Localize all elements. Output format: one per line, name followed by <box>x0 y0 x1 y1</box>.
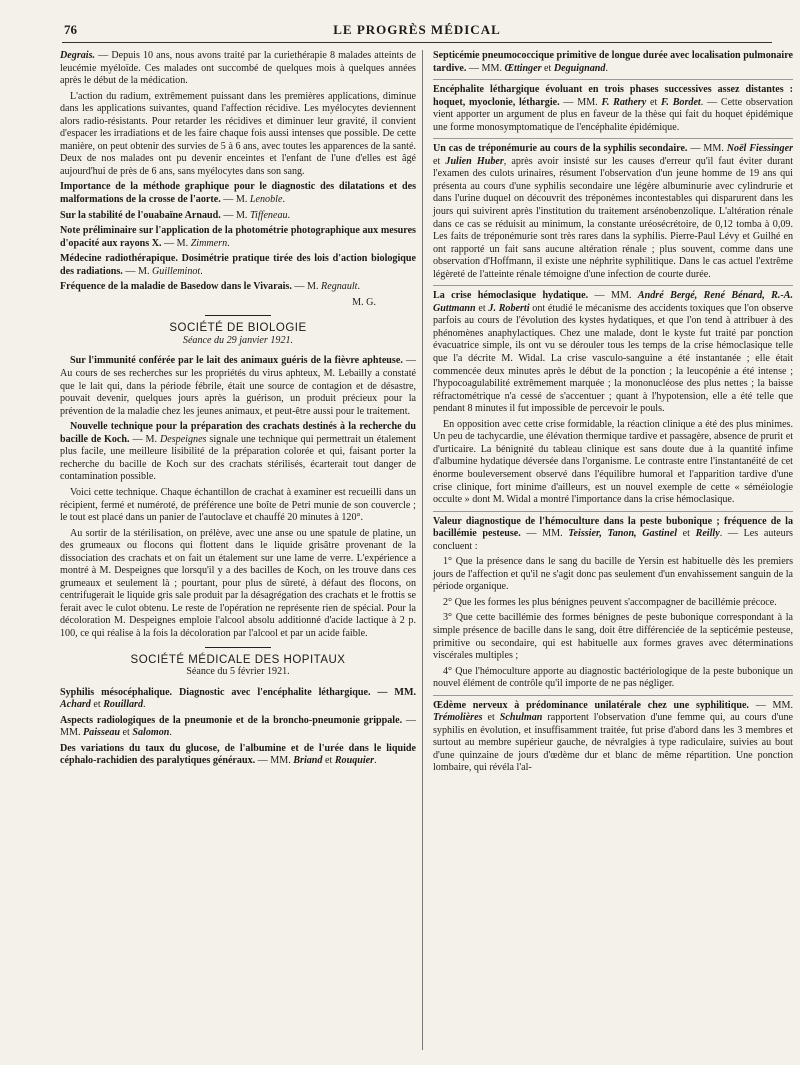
conclusion-4: 4° Que l'hémoculture apporte au diagnostic bactériologique de la peste bubonique un nouvel élément de contrôle qu'il importe de ne pas négliger. <box>433 665 793 690</box>
communication-guilleminot: Médecine radiothérapique. Dosimétrie pratique tirée des lois d'action biologique des radiations. — M. Guilleminot. <box>60 253 416 277</box>
communication-lebailly: Sur l'immunité conférée par le lait des animaux guéris de la fièvre aphteuse. — Au cours de ses recherches sur les propriétés du virus aphteux, M. Lebailly a constaté que le lait qui, dans la période fébrile, était une source de contagion et de désastre, pouvait devenir, quelques jours après la guérison, un produit précieux pour la prévention de la maladie chez les jeunes animaux, et peut-être aussi pour le traitement. <box>60 355 416 417</box>
conclusion-2: 2° Que les formes les plus bénignes peuvent s'accompagner de bacillémie précoce. <box>443 596 777 608</box>
item-separator <box>433 138 793 139</box>
communication-despeignes: Nouvelle technique pour la préparation des crachats destinés à la recherche du bacille de Koch. — M. Despeignes signale une technique qui permettrait un étalement plus facile, une meilleure lisibilité de la préparation colorée et qui, faisant porter la recherche du bacille de Koch sur des crachats stérilisés, écarterait tout danger de contamination possible. <box>60 421 416 483</box>
communication-oettinger: Septicémie pneumococcique primitive de longue durée avec localisation pulmonaire tardive. — MM. Œttinger et Deguignand. <box>433 50 793 74</box>
communication-achard: Syphilis mésocéphalique. Diagnostic avec l'encéphalite léthargique. — MM. Achard et Rouillard. <box>60 686 417 711</box>
communication-lenoble: Importance de la méthode graphique pour le diagnostic des dilatations et des malformations de la crosse de l'aorte. — M. Lenoble. <box>60 181 416 206</box>
communication-paisseau: Aspects radiologiques de la pneumonie et de la broncho-pneumonie grippale. — MM. Paisseau et Salomon. <box>60 714 416 739</box>
left-column <box>60 50 416 771</box>
item-separator <box>433 79 793 80</box>
conclusion-1: 1° Que la présence dans le sang du bacille de Yersin est habituelle dès les premiers jours de l'affection et qu'il ne s'agit donc pas seulement d'un envahissement sanguin de la période organique. <box>433 556 793 593</box>
section-title-hopitaux: SOCIÉTÉ MÉDICALE DES HOPITAUX <box>130 653 346 666</box>
page-number: 76 <box>64 22 77 37</box>
seance-date-biologie: Séance du 29 janvier 1921. <box>182 334 294 346</box>
despeignes-paragraph-2: Voici cette technique. Chaque échantillon de crachat à examiner est recueilli dans un récipient, fermé et numéroté, de préférence une boîte de Petri munie de son couvercle ; le tout est placé dans un panier de l'autoclave et chauffé 20 minutes à 120°. <box>60 486 416 524</box>
communication-teissier: Valeur diagnostique de l'hémoculture dans la peste bubonique ; fréquence de la bacillémie pesteuse. — MM. Teissier, Tanon, Gastinel et Reilly. — Les auteurs concluent : <box>433 515 793 552</box>
journal-title: LE PROGRÈS MÉDICAL <box>333 22 501 37</box>
communication-zimmern: Note préliminaire sur l'application de la photométrie photographique aux mesures d'opacité aux rayons X. — M. Zimmern. <box>60 225 416 249</box>
seance-date-hopitaux: Séance du 5 février 1921. <box>186 666 290 678</box>
communication-tiffeneau: Sur la stabilité de l'ouabaïne Arnaud. — M. Tiffeneau. <box>60 209 291 221</box>
communication-fiessinger: Un cas de tréponémurie au cours de la syphilis secondaire. — MM. Noël Fiessinger et Julien Huber, après avoir insisté sur les causes d'erreur qu'il faut éviter durant l'examen des culots urinaires, résument l'observation d'un jeune homme de 19 ans qui présenta au cours d'une syphilis secondaire une légère albuminurie avec cylindrurie et dans l'urine duquel on découvrit des tréponèmes incontestables qui disparurent dans les jours qui suivirent après l'institution du traitement arsénobenzolique. L'altération rénale dans ce cas se réduisit au minimum, la constante uréosécrétoire, de 0,12 tomba à 0,09. Les faits de tréponémurie sont très rares dans la syphilis. Pierre-Paul Lévy et Guilhé en ont rapporté un fait sans aucune altération rénale ; plus souvent, comme dans une observation d'Hoffmann, il existe une néphrite syphilitique. Dans le cas actuel l'extrême légèreté de l'atteinte rénale témoigne d'une infection de courte durée. <box>433 143 794 280</box>
conclusion-3: 3° Que cette bacillémie des formes bénignes de peste bubonique correspondant à la simple présence de bacille dans le sang, doit être différenciée de la septicémie pesteuse, primitive ou secondaire, qui est habituelle aux formes graves avec déterminations viscérales multiples ; <box>433 612 793 662</box>
column-divider <box>422 50 423 1050</box>
section-separator <box>205 315 271 316</box>
communication-berge: La crise hémoclasique hydatique. — MM. André Bergé, René Bénard, R.-A. Guttmann et J. Roberti ont étudié le mécanisme des accidents toxiques que l'on observe parfois au cours de l'évolution des kystes hydatiques, et que l'on tend à attribuer à des phénomènes anaphylactiques. Chez une malade, dont le kyste fut traité par ponction évacuatrice simple, ils ont vu se dérouler tous les temps de la crise hémoclasique telle que l'a décrite M. Widal. La crise vasculo-sanguine a été instantanée ; elle était commencée deux minutes après le début de la ponction ; la leucopénie a été intense ; l'hypocoagulabilité extrêmement marquée ; la mononucléose des plus nettes ; la baisse réfractométrique n'a cessé de s'accentuer ; quant à l'hypotension, elle a été telle que pendant 8 minutes il fut impossible de percevoir le pouls. <box>433 290 794 415</box>
signature: M. G. <box>352 296 376 308</box>
item-separator <box>433 511 793 512</box>
communication-regnault: Fréquence de la maladie de Basedow dans le Vivarais. — M. Regnault. <box>60 281 361 293</box>
right-column <box>433 50 793 778</box>
despeignes-paragraph-3: Au sortir de la stérilisation, on prélève, avec une anse ou une spatule de platine, un des grumeaux ou flocons qui flottent dans le liquide grisâtre provenant de la dissociation des crachats et on fait un étalement sur une lame de verre. L'expérience a montré à M. Despeignes que lorsqu'il y a des bacilles de Koch, on les trouve dans ces grumeaux et seulement là ; pourtant, pour plus de sûreté, à défaut des flocons, on centrifugerait le liquide gris sale produit par la désagrégation des crachats et le frottis se ferait avec le culot obtenu. Le reste de l'opération ne représente rien de spécial. Pour la décoloration M. Despeignes emploie l'alcool absolu additionné d'acide lactique à 2 p. 100, ce qui réalise à la fois la décoloration par l'alcool et par un acide faible. <box>60 527 416 639</box>
communication-briand: Des variations du taux du glucose, de l'albumine et de l'urée dans le liquide céphalo-rachidien des paralytiques généraux. — MM. Briand et Rouquier. <box>60 742 416 767</box>
item-separator <box>433 285 793 286</box>
communication-rathery: Encéphalite léthargique évoluant en trois phases successives assez distantes : hoquet, myoclonie, léthargie. — MM. F. Rathery et F. Bordet. — Cette observation vient apporter un argument de plus en faveur de la thèse qui fait du hoquet épidémique une forme monosymptomatique de l'encéphalite épidémique. <box>433 84 793 133</box>
radium-paragraph-1: Degrais. — Depuis 10 ans, nous avons traité par la curiethérapie 8 malades atteints de leucémie myéloïde. Ces malades ont succombé de quelques mois à quelques années après le début de la médication. <box>60 50 416 87</box>
communication-tremolieres: Œdème nerveux à prédominance unilatérale chez une syphilitique. — MM. Trémolières et Schulman rapportent l'observation d'une femme qui, au cours d'une syphilis en évolution, et insuffisamment traitée, fut prise d'abord dans les 3 membres et surtout au membre supérieur gauche, de névralgies à type radiculaire, suivies au bout d'une quinzaine de jours d'œdème dur et blanc de même répartition. Une ponction lombaire, qui révéla l'al- <box>433 699 793 774</box>
section-separator <box>205 647 271 648</box>
berge-paragraph-2: En opposition avec cette crise formidable, la réaction clinique a été des plus minimes. Un peu de tachycardie, une élévation thermique tardive et passagère, absence de prurit et d'urticaire. La bénignité du tableau clinique est sans doute due à la quantité infime d'albumine hydatique déversée dans l'organisme. Le contraste entre l'instantanéité de cet énorme bouleversement observé dans l'équilibre humoral et l'apparition tardive d'une crise clinique, fort minime d'ailleurs, est un nouvel exemple de cette « séméiologie occulte » dont M. Widal a montré l'importance dans la crise hémoclasique. <box>433 418 793 506</box>
section-title-biologie: SOCIÉTÉ DE BIOLOGIE <box>169 322 307 335</box>
page-header <box>62 20 772 43</box>
item-separator <box>433 695 793 696</box>
radium-paragraph-2: L'action du radium, extrêmement puissant dans les premières applications, diminue dans les applications suivantes, quand l'affection récidive. Les myélocytes deviennent alors radio-résistants. Pour retarder les récidives et diminuer leur gravité, il convient d'espacer les irradiations et de les faire chaque fois aussi intenses que possible. De cette manière, on peut obtenir des survies de 5 à 6 ans, avec toutes les apparences de la santé. Deux de nos malades ont pu devenir enceintes et l'enfant de l'une d'elles est âgé aujourd'hui de près de 6 ans, sans myélocytes dans son sang. <box>60 90 416 177</box>
